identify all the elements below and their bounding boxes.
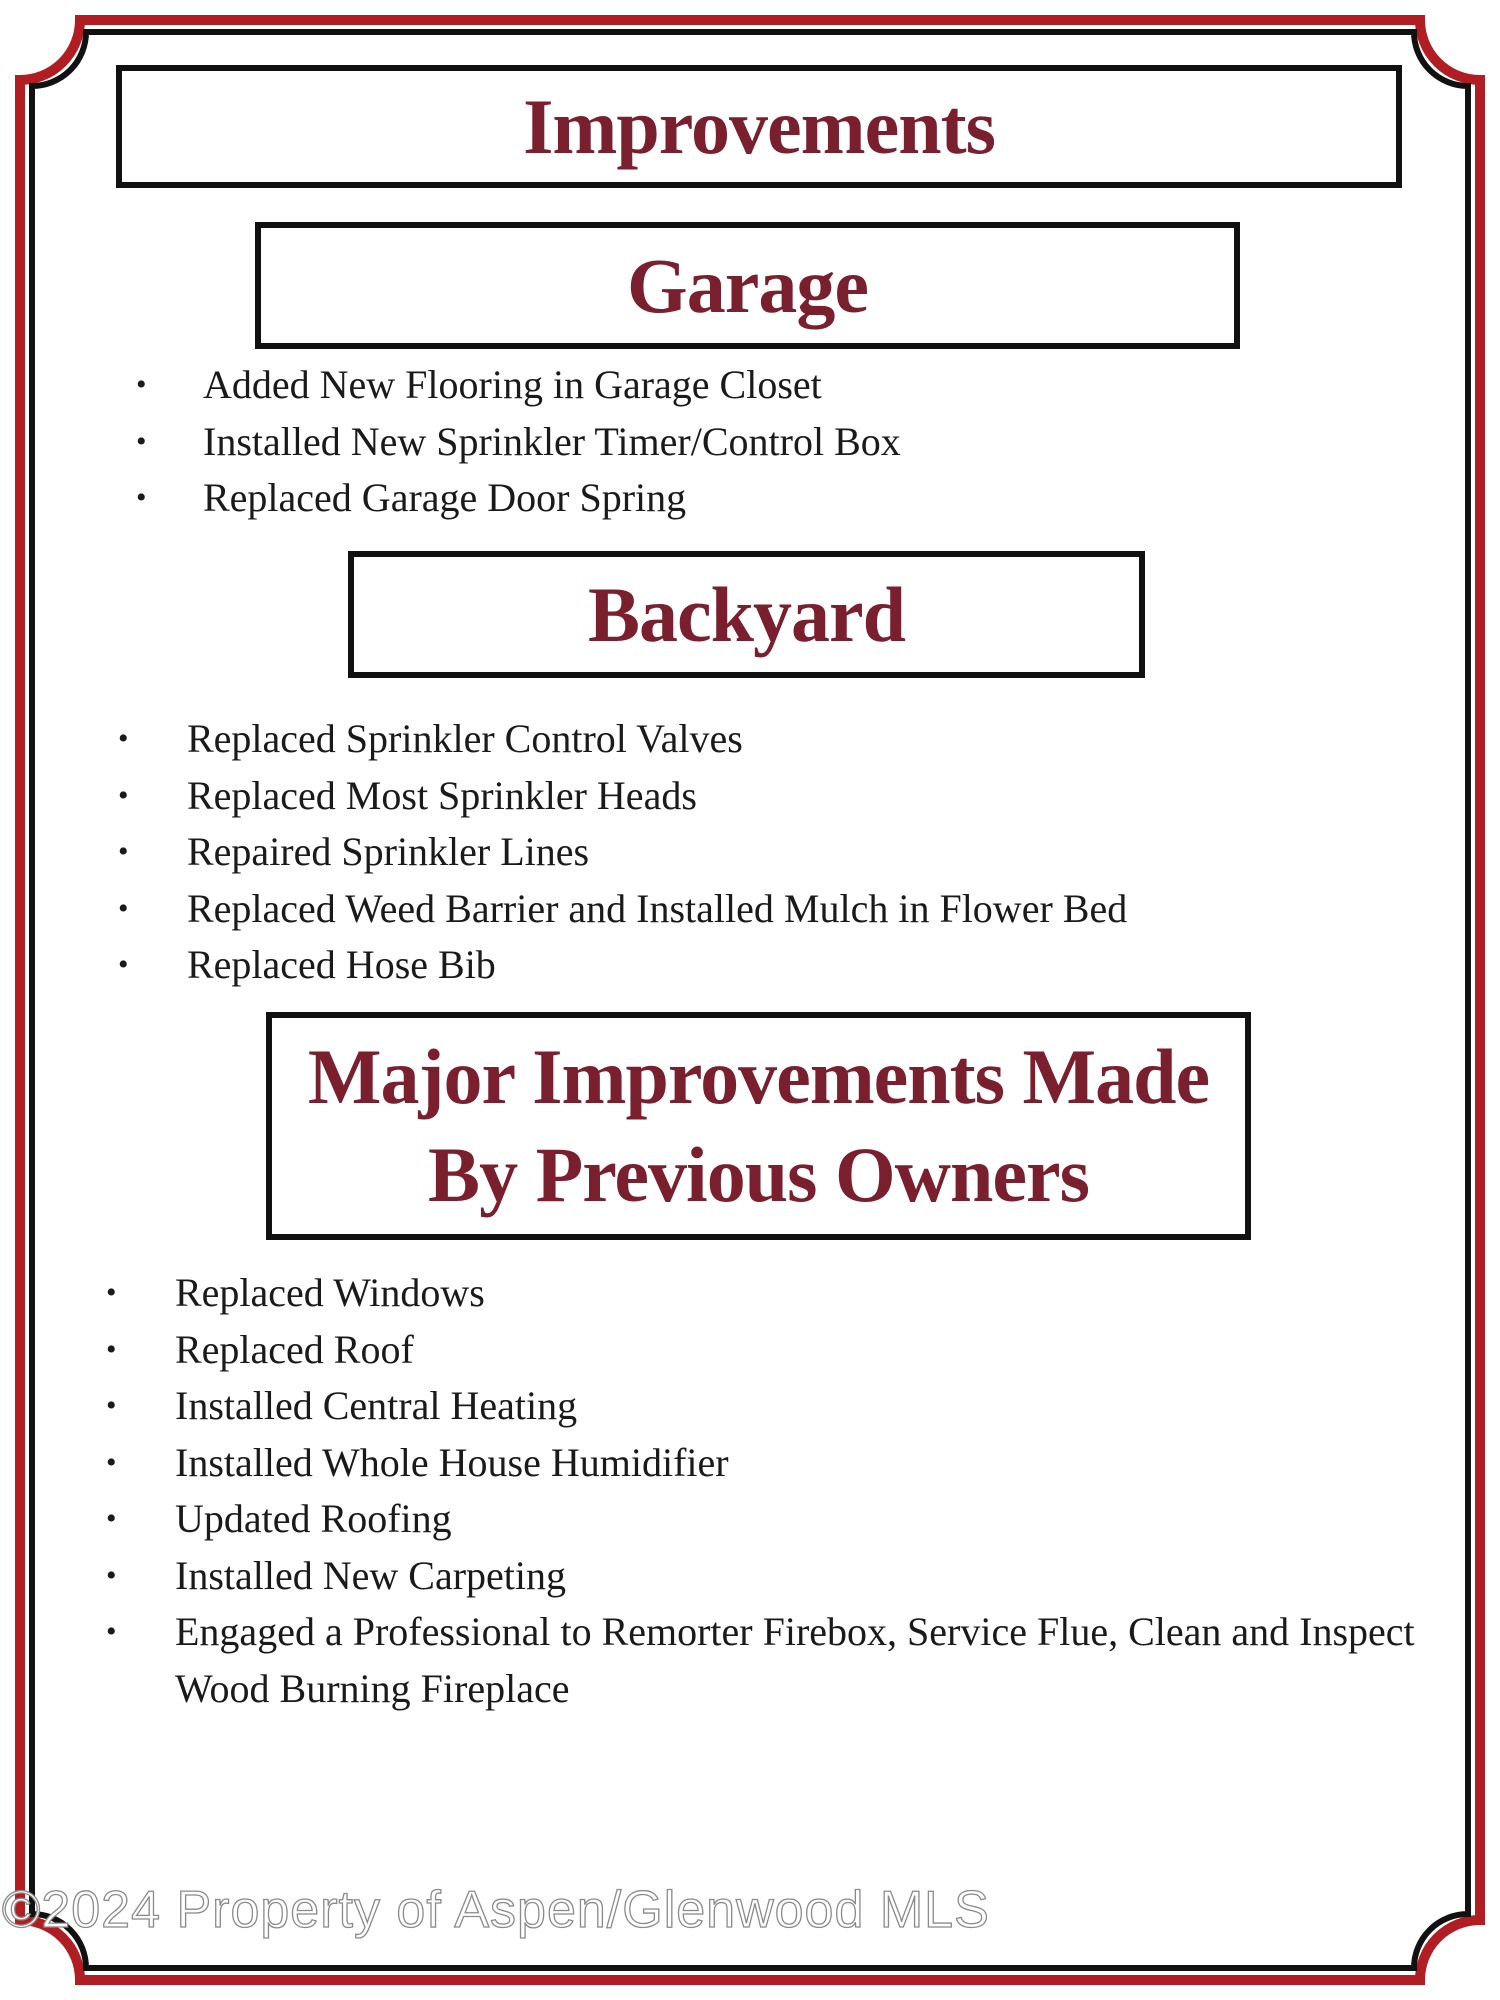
bullet-icon: • bbox=[136, 424, 147, 458]
backyard-heading: Backyard bbox=[587, 570, 906, 658]
list-item bbox=[130, 414, 1430, 471]
list-item-text: Replaced Weed Barrier and Installed Mulch in Flower Bed bbox=[187, 885, 1128, 931]
bullet-icon: • bbox=[106, 1389, 117, 1422]
list-item-text: Installed New Sprinkler Timer/Control Box bbox=[203, 418, 901, 464]
list-item bbox=[112, 824, 1442, 881]
bullet-icon: • bbox=[106, 1558, 117, 1592]
list-item bbox=[100, 1604, 1480, 1717]
list-item-text: Replaced Windows bbox=[175, 1270, 485, 1315]
bullet-icon: • bbox=[118, 948, 129, 981]
list-item-text: Replaced Sprinkler Control Valves bbox=[187, 716, 743, 761]
bullet-icon: • bbox=[106, 1276, 117, 1309]
list-item bbox=[100, 1491, 1480, 1548]
list-item-text: Installed New Carpeting bbox=[175, 1552, 566, 1598]
backyard-heading-box bbox=[348, 551, 1145, 678]
bullet-icon: • bbox=[136, 481, 147, 514]
bullet-icon: • bbox=[118, 778, 129, 812]
garage-heading: Garage bbox=[627, 241, 868, 329]
list-item-text: Engaged a Professional to Remorter Firebox, Service Flue, Clean and Inspect Wood Burning Fireplace bbox=[175, 1609, 1415, 1711]
list-item-text: Installed Central Heating bbox=[175, 1383, 578, 1428]
major-heading-box bbox=[266, 1012, 1251, 1240]
major-heading-line2: By Previous Owners bbox=[428, 1131, 1089, 1218]
list-item bbox=[112, 768, 1442, 825]
bullet-icon: • bbox=[106, 1332, 117, 1366]
bullet-icon: • bbox=[118, 722, 129, 755]
list-item bbox=[100, 1378, 1480, 1435]
list-item bbox=[112, 711, 1442, 768]
major-list bbox=[100, 1265, 1480, 1717]
bullet-icon: • bbox=[118, 835, 129, 868]
list-item-text: Replaced Roof bbox=[175, 1326, 414, 1372]
list-item bbox=[112, 881, 1442, 938]
bullet-icon: • bbox=[136, 368, 147, 401]
list-item-text: Installed Whole House Humidifier bbox=[175, 1439, 729, 1485]
list-item bbox=[130, 357, 1430, 414]
list-item bbox=[100, 1435, 1480, 1492]
list-item bbox=[100, 1548, 1480, 1605]
major-heading bbox=[308, 1028, 1209, 1224]
list-item-text: Replaced Hose Bib bbox=[187, 942, 496, 987]
bullet-icon: • bbox=[106, 1615, 117, 1648]
list-item bbox=[100, 1265, 1480, 1322]
bullet-icon: • bbox=[106, 1502, 117, 1535]
garage-list bbox=[130, 357, 1430, 527]
list-item bbox=[130, 470, 1430, 527]
list-item-text: Added New Flooring in Garage Closet bbox=[203, 362, 822, 407]
garage-heading-box bbox=[255, 222, 1240, 349]
watermark: ©2024 Property of Aspen/Glenwood MLS bbox=[2, 1881, 990, 1939]
list-item bbox=[100, 1322, 1480, 1379]
list-item-text: Replaced Garage Door Spring bbox=[203, 475, 687, 520]
list-item-text: Updated Roofing bbox=[175, 1496, 452, 1541]
bullet-icon: • bbox=[106, 1445, 117, 1479]
list-item bbox=[112, 937, 1442, 994]
list-item-text: Replaced Most Sprinkler Heads bbox=[187, 772, 697, 818]
list-item-text: Repaired Sprinkler Lines bbox=[187, 829, 590, 874]
major-heading-line1: Major Improvements Made bbox=[307, 1033, 1210, 1120]
page-title: Improvements bbox=[523, 82, 995, 170]
title-box bbox=[116, 65, 1402, 188]
bullet-icon: • bbox=[118, 891, 129, 925]
backyard-list bbox=[112, 711, 1442, 994]
